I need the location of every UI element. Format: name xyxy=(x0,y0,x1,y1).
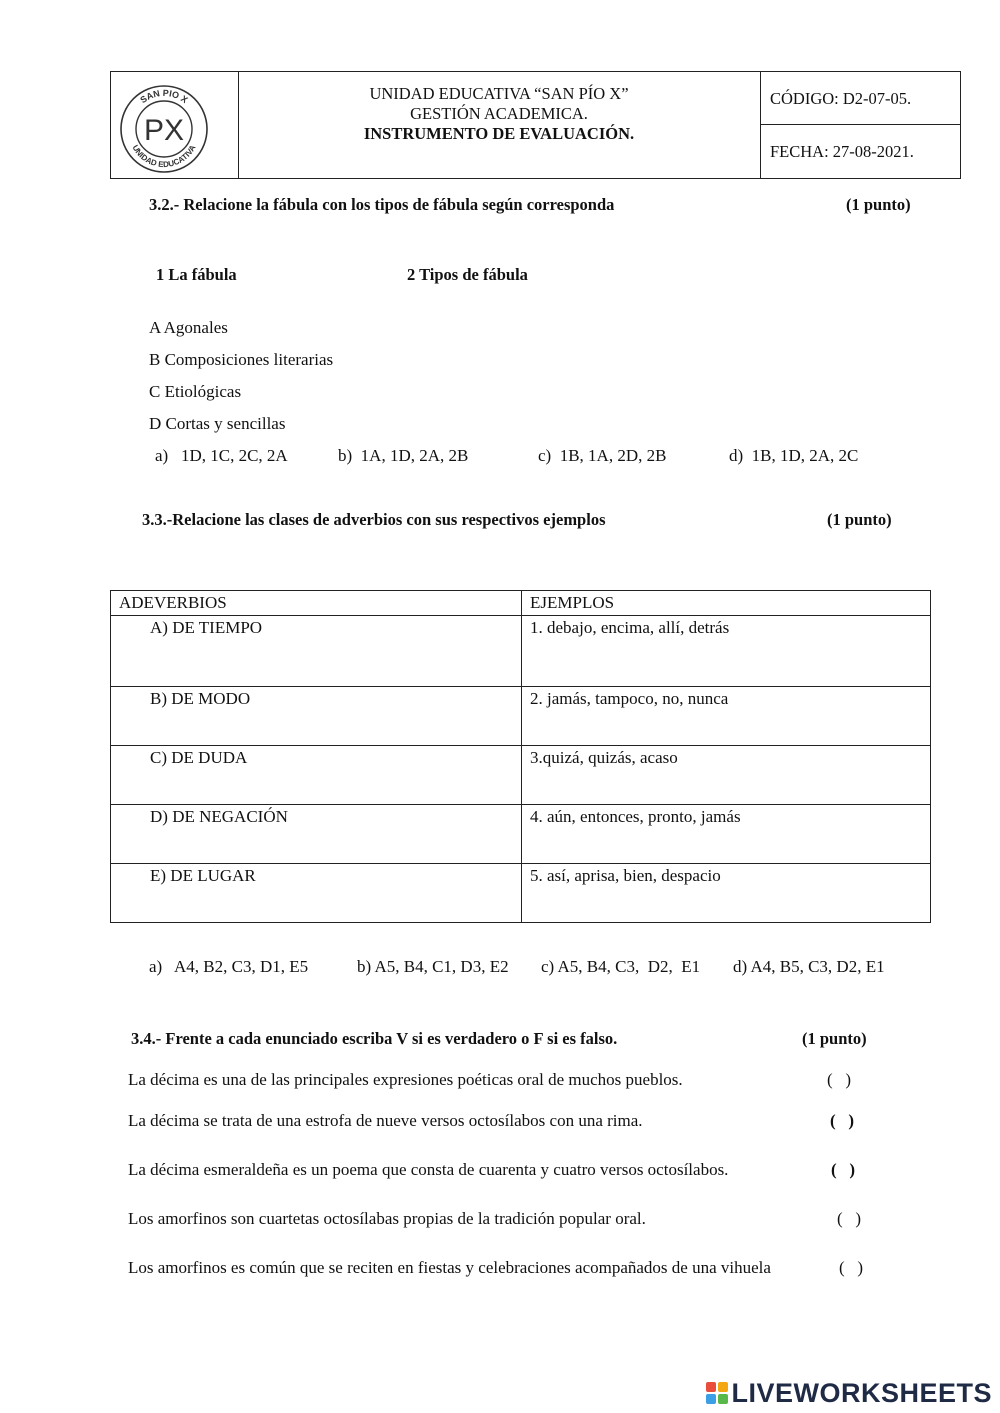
answer-box[interactable]: ( ) xyxy=(830,1111,855,1130)
q33-option-c[interactable]: c) A5, B4, C3, D2, E1 xyxy=(541,957,701,976)
answer-box[interactable]: ( ) xyxy=(831,1160,856,1179)
q32-item: B Composiciones literarias xyxy=(149,350,334,369)
q32-option-b[interactable]: b) 1A, 1D, 2A, 2B xyxy=(338,446,469,465)
example-cell: 4. aún, entonces, pronto, jamás xyxy=(530,807,741,826)
q33-option-b[interactable]: b) A5, B4, C1, D3, E2 xyxy=(357,957,509,976)
q33-option-a[interactable]: a) A4, B2, C3, D1, E5 xyxy=(149,957,309,976)
statement-text: La décima esmeraldeña es un poema que consta de cuarenta y cuatro versos octosílabos. xyxy=(128,1160,729,1179)
table-header-row xyxy=(111,591,931,616)
statement-text: Los amorfinos son cuartetas octosílabas propias de la tradición popular oral. xyxy=(128,1209,646,1228)
statement-text: Los amorfinos es común que se reciten en fiestas y celebraciones acompañados de una vihuela xyxy=(128,1258,771,1277)
liveworksheets-watermark xyxy=(706,1378,992,1410)
statement-text: La décima se trata de una estrofa de nueve versos octosílabos con una rima. xyxy=(128,1111,643,1130)
department: GESTIÓN ACADEMICA. xyxy=(410,104,588,123)
school-name: UNIDAD EDUCATIVA “SAN PÍO X” xyxy=(369,84,629,103)
liveworksheets-logo-icon xyxy=(706,1382,728,1404)
adverb-cell: A) DE TIEMPO xyxy=(150,618,263,637)
watermark-text: LIVEWORKSHEETS xyxy=(731,1378,992,1408)
adverb-cell: D) DE NEGACIÓN xyxy=(150,807,288,826)
code-label: CÓDIGO: D2-07-05. xyxy=(761,72,960,125)
q32-option-c[interactable]: c) 1B, 1A, 2D, 2B xyxy=(538,446,667,465)
adverb-cell: E) DE LUGAR xyxy=(150,866,256,885)
document-header xyxy=(110,71,961,179)
q32-item: C Etiológicas xyxy=(149,382,242,401)
q33-title: 3.3.-Relacione las clases de adverbios con sus respectivos ejemplos xyxy=(142,510,606,529)
logo-text-bottom: UNIDAD EDUCATIVA xyxy=(130,143,198,170)
table-row xyxy=(111,746,931,805)
table-row xyxy=(111,687,931,746)
q33-option-d[interactable]: d) A4, B5, C3, D2, E1 xyxy=(733,957,885,976)
header-meta xyxy=(761,72,960,178)
answer-box[interactable]: ( ) xyxy=(837,1209,862,1228)
q34-title: 3.4.- Frente a cada enunciado escriba V si es verdadero o F si es falso. xyxy=(131,1029,618,1048)
header-title xyxy=(238,72,761,178)
q32-points: (1 punto) xyxy=(846,195,911,214)
q32-column-2: 2 Tipos de fábula xyxy=(407,265,528,284)
logo-monogram: PX xyxy=(143,114,185,147)
table-row xyxy=(111,616,931,687)
q32-option-a[interactable]: a) 1D, 1C, 2C, 2A xyxy=(155,446,288,465)
logo-text-top: SAN PIO X xyxy=(138,87,190,106)
example-cell: 5. así, aprisa, bien, despacio xyxy=(530,866,721,885)
answer-box[interactable]: ( ) xyxy=(827,1070,852,1089)
statement-text: La décima es una de las principales expresiones poéticas oral de muchos pueblos. xyxy=(128,1070,683,1089)
q33-points: (1 punto) xyxy=(827,510,892,529)
example-cell: 3.quizá, quizás, acaso xyxy=(530,748,678,767)
adverb-cell: C) DE DUDA xyxy=(150,748,248,767)
q32-column-1: 1 La fábula xyxy=(156,265,237,284)
table-row xyxy=(111,805,931,864)
q34-points: (1 punto) xyxy=(802,1029,867,1048)
logo-cell xyxy=(111,72,239,178)
document-type: INSTRUMENTO DE EVALUACIÓN. xyxy=(363,124,635,143)
q32-item: A Agonales xyxy=(149,318,228,337)
q32-item: D Cortas y sencillas xyxy=(149,414,286,433)
example-cell: 2. jamás, tampoco, no, nunca xyxy=(530,689,729,708)
q32-option-d[interactable]: d) 1B, 1D, 2A, 2C xyxy=(729,446,859,465)
table-header-adverbs: ADEVERBIOS xyxy=(111,591,522,616)
adverb-cell: B) DE MODO xyxy=(150,689,251,708)
q32-title: 3.2.- Relacione la fábula con los tipos de fábula según corresponda xyxy=(149,195,615,214)
answer-box[interactable]: ( ) xyxy=(839,1258,864,1277)
date-label: FECHA: 27-08-2021. xyxy=(770,142,914,161)
table-header-examples: EJEMPLOS xyxy=(522,591,931,616)
table-row xyxy=(111,864,931,923)
adverbs-table xyxy=(110,590,931,923)
school-logo-seal xyxy=(119,84,209,174)
example-cell: 1. debajo, encima, allí, detrás xyxy=(530,618,730,637)
